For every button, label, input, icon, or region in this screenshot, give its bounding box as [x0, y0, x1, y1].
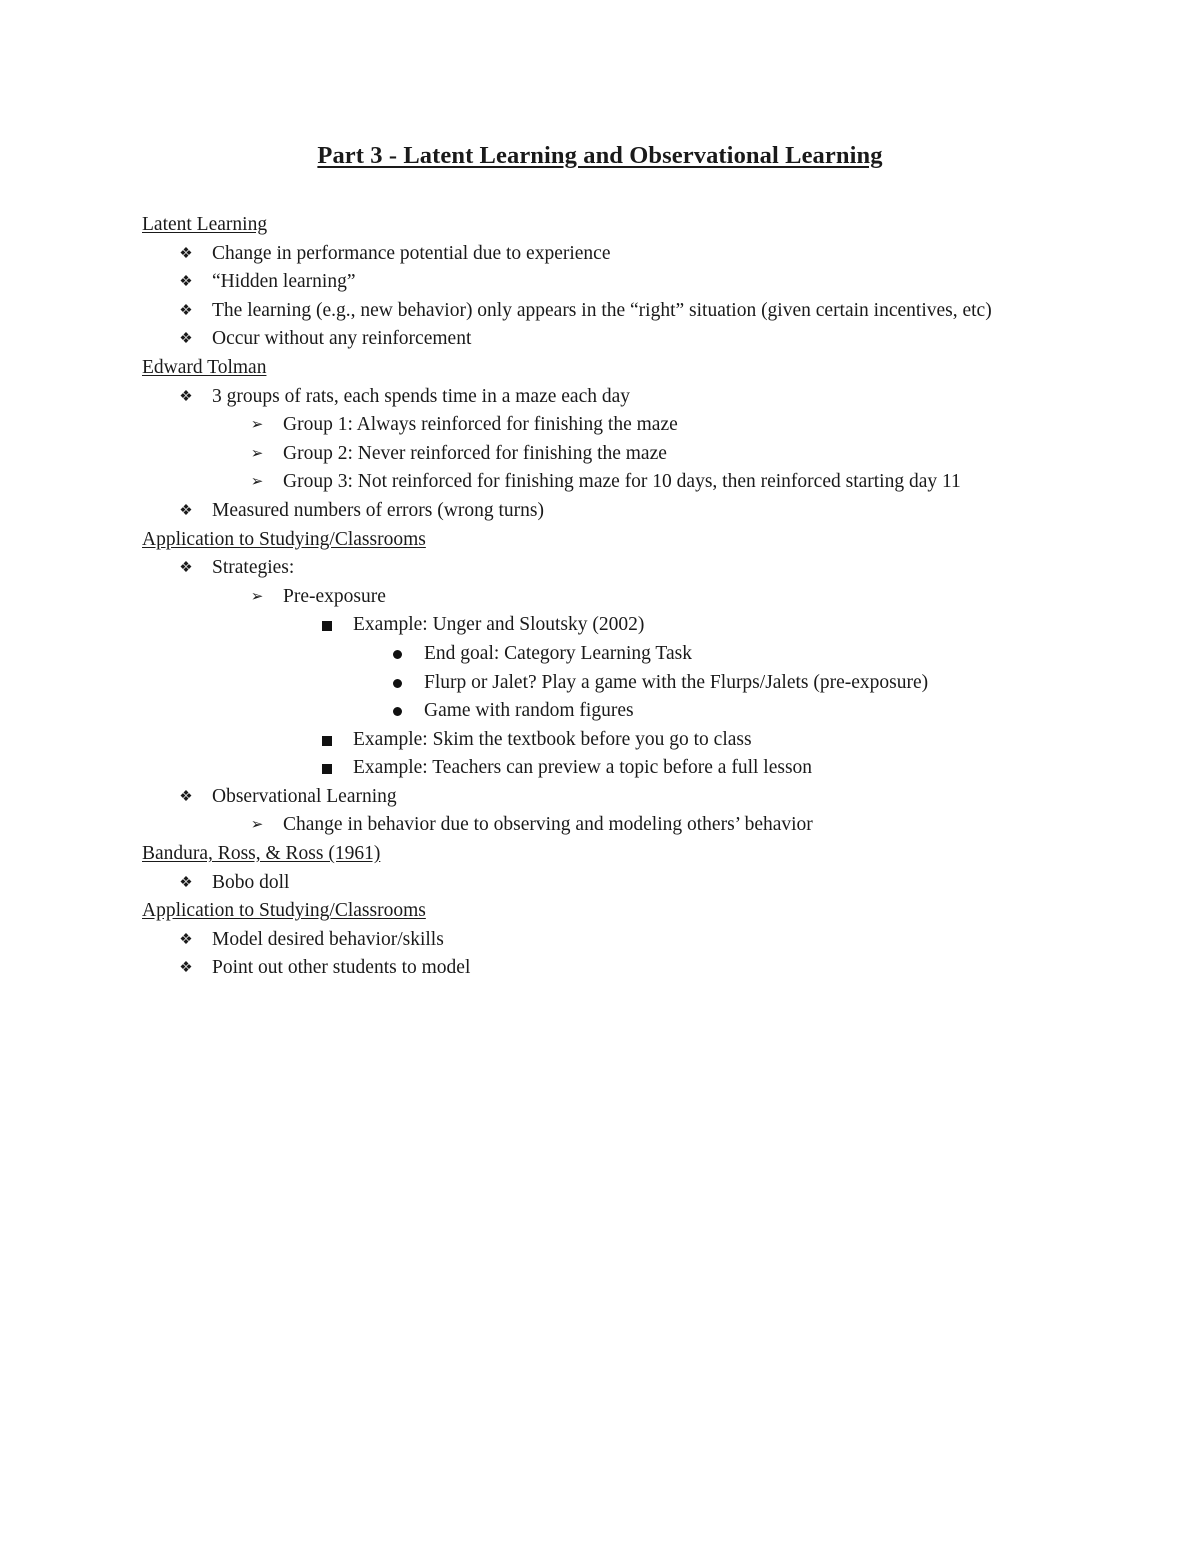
- list-item: ❖ “Hidden learning”: [142, 268, 1102, 297]
- section-heading: Application to Studying/Classrooms: [142, 900, 426, 922]
- diamond-bullet-icon: ❖: [179, 388, 193, 405]
- document-body: [142, 211, 1102, 983]
- list-item: ❖ Model desired behavior/skills: [142, 926, 1102, 955]
- list-item: End goal: Category Learning Task: [142, 640, 1102, 669]
- round-bullet-icon: [386, 697, 408, 726]
- arrow-bullet-icon: ➢: [250, 445, 264, 462]
- arrow-bullet-icon: ➢: [250, 817, 264, 834]
- section-heading: Application to Studying/Classrooms: [142, 528, 426, 550]
- square-bullet-icon: [316, 754, 338, 784]
- diamond-bullet-icon: ❖: [179, 931, 193, 948]
- list-item: ➢ Group 1: Always reinforced for finishing the maze: [142, 411, 1102, 440]
- list-item: ❖ Bobo doll: [142, 869, 1102, 898]
- diamond-bullet-icon: ❖: [179, 560, 193, 577]
- list-item: ➢ Change in behavior due to observing and modeling others’ behavior: [142, 811, 1102, 840]
- diamond-bullet-icon: ❖: [179, 788, 193, 805]
- diamond-bullet-icon: ❖: [179, 302, 193, 319]
- square-bullet-icon: [316, 726, 338, 756]
- diamond-bullet-icon: ❖: [179, 274, 193, 291]
- list-item: ❖ Occur without any reinforcement: [142, 325, 1102, 354]
- arrow-bullet-icon: ➢: [250, 474, 264, 491]
- list-item: Example: Unger and Sloutsky (2002): [142, 611, 1102, 640]
- diamond-bullet-icon: ❖: [179, 502, 193, 519]
- list-item: Flurp or Jalet? Play a game with the Flurps/Jalets (pre-exposure): [142, 669, 1102, 698]
- diamond-bullet-icon: ❖: [179, 874, 193, 891]
- list-item: ❖ Observational Learning: [142, 783, 1102, 812]
- list-item: ➢ Pre-exposure: [142, 583, 1102, 612]
- section-heading: Bandura, Ross, & Ross (1961): [142, 843, 381, 865]
- list-item: ➢ Group 2: Never reinforced for finishing the maze: [142, 440, 1102, 469]
- list-item: Game with random figures: [142, 697, 1102, 726]
- list-item: ❖ Change in performance potential due to experience: [142, 240, 1102, 269]
- list-item: ❖ The learning (e.g., new behavior) only appears in the “right” situation (given certain incentives, etc): [142, 297, 1102, 326]
- diamond-bullet-icon: ❖: [179, 245, 193, 262]
- diamond-bullet-icon: ❖: [179, 960, 193, 977]
- list-item: Example: Teachers can preview a topic before a full lesson: [142, 754, 1102, 783]
- arrow-bullet-icon: ➢: [250, 417, 264, 434]
- arrow-bullet-icon: ➢: [250, 588, 264, 605]
- round-bullet-icon: [386, 640, 408, 669]
- square-bullet-icon: [316, 611, 338, 641]
- list-item: ➢ Group 3: Not reinforced for finishing maze for 10 days, then reinforced starting day 11: [142, 468, 1102, 497]
- list-item: Example: Skim the textbook before you go to class: [142, 726, 1102, 755]
- page-title: Part 3 - Latent Learning and Observational Learning: [317, 142, 883, 169]
- section-heading: Latent Learning: [142, 214, 268, 235]
- section-heading: Edward Tolman: [142, 356, 267, 378]
- list-item: ❖ Measured numbers of errors (wrong turns): [142, 497, 1102, 526]
- list-item: ❖ Strategies:: [142, 554, 1102, 583]
- round-bullet-icon: [386, 669, 408, 698]
- diamond-bullet-icon: ❖: [179, 331, 193, 348]
- list-item: ❖ 3 groups of rats, each spends time in a maze each day: [142, 383, 1102, 412]
- list-item: ❖ Point out other students to model: [142, 954, 1102, 983]
